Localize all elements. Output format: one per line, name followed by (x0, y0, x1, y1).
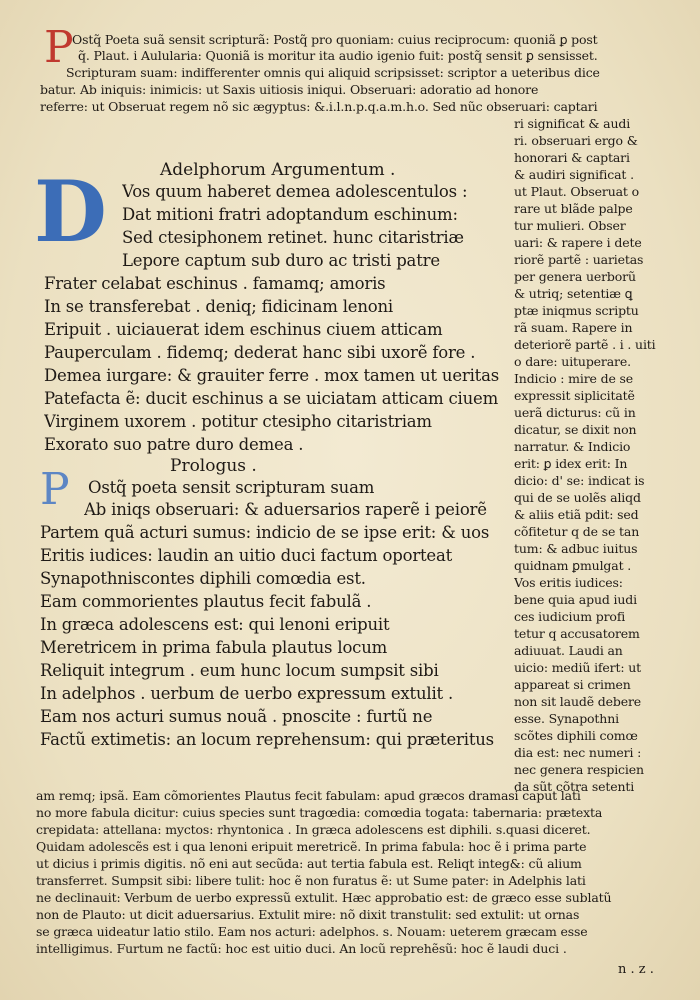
margin-line: rã suam. Rapere in (514, 320, 633, 335)
commentary-line: q̃. Plaut. i Aulularia: Quoniã is moritur ita audio igenio fuit: postq̃ sensit ꝑ sensisset. (78, 48, 598, 63)
margin-line: cõfitetur q de se tan (514, 524, 640, 539)
margin-line: dicio: d' se: indicat is (514, 473, 645, 488)
verse-line: Eripuit . uiciauerat idem eschinus ciuem atticam (44, 320, 443, 339)
margin-line: tetur q accusatorem (514, 626, 640, 641)
margin-line: & utriq; setentiæ ꝗ (514, 286, 633, 301)
verse-line: Virginem uxorem . potitur ctesipho citaristriam (44, 412, 432, 431)
verse-line: Partem quã acturi sumus: indicio de se ipse erit: & uos (40, 523, 490, 542)
margin-line: deteriorẽ partẽ . i . uiti (514, 337, 656, 352)
verse-line: Sed ctesiphonem retinet. hunc citaristriæ (122, 228, 464, 247)
margin-line: erit: ꝑ idex erit: In (514, 456, 628, 471)
margin-line: expressit siplicitatẽ (514, 388, 635, 403)
verse-line: Dat mitioni fratri adoptandum eschinum: (122, 205, 458, 224)
verse-line: Reliquit integrum . eum hunc locum sumpsit sibi (40, 661, 439, 680)
verse-line: In adelphos . uerbum de uerbo expressum extulit . (40, 684, 454, 703)
verse-line: Eam commorientes plautus fecit fabulã . (40, 592, 372, 611)
commentary-line: Scripturam suam: indifferenter omnis qui aliquid scripsisset: scriptor a ueteribus dice (66, 65, 600, 80)
margin-line: dia est: nec numeri : (514, 745, 642, 760)
verse-line: Ab iniqs obseruari: & aduersarios raperẽ i peiorẽ (84, 500, 487, 519)
commentary-line: Quidam adolescẽs est i qua lenoni eripuit meretricẽ. In prima fabula: hoc ẽ i prima parte (36, 839, 587, 854)
margin-line: & aliis etiã pdit: sed (514, 507, 639, 522)
margin-line: Vos eritis iudices: (514, 575, 623, 590)
commentary-line: batur. Ab iniquis: inimicis: ut Saxis uitiosis iniqui. Obseruari: adoratio ad honore (40, 82, 539, 97)
margin-line: appareat si crimen (514, 677, 631, 692)
verse-line: Ostq̃ poeta sensit scripturam suam (88, 478, 375, 497)
verse-line: Pauperculam . fidemq; dederat hanc sibi uxorẽ fore . (44, 343, 476, 362)
commentary-line: Ostq̃ Poeta suã sensit scripturã: Postq̃ pro quoniam: cuius reciprocum: quoniã ꝑ post (72, 32, 598, 47)
margin-line: ri significat & audi (514, 116, 631, 131)
verse-line: Vos quum haberet demea adolescentulos : (122, 182, 468, 201)
margin-line: o dare: uituperare. (514, 354, 631, 369)
margin-line: Indicio : mire de se (514, 371, 634, 386)
margin-line: quidnam ꝑmulgat . (514, 558, 632, 573)
margin-line: uerã dicturus: cũ in (514, 405, 636, 420)
verse-line: Demea iurgare: & grauiter ferre . mox tamen ut ueritas (44, 366, 500, 385)
margin-line: tur mulieri. Obser (514, 218, 626, 233)
margin-line: ri. obseruari ergo & (514, 133, 638, 148)
margin-line: & audiri significat . (514, 167, 634, 182)
margin-line: ptæ iniqmus scriptu (514, 303, 639, 318)
prologus-title: Prologus . (170, 456, 257, 476)
verse-line: Lepore captum sub duro ac tristi patre (122, 251, 440, 270)
margin-line: riorẽ partẽ : uarietas (514, 252, 644, 267)
blue-initial-p: P (40, 464, 70, 515)
margin-line: rare ut blãde palpe (514, 201, 633, 216)
margin-line: da sũt cõtra setenti (514, 779, 635, 794)
verse-line: In se transferebat . deniq; fidicinam lenoni (44, 297, 394, 316)
commentary-line: transferret. Sumpsit sibi: libere tulit: hoc ẽ non furatus ẽ: ut Sume pater: in Adelphis lati (36, 873, 586, 888)
verse-line: Patefacta ẽ: ducit eschinus a se uiciatam atticam ciuem (44, 389, 499, 408)
margin-line: uari: & rapere i dete (514, 235, 642, 250)
blue-initial-d: D (34, 162, 107, 261)
margin-line: dicatur, se dixit non (514, 422, 637, 437)
margin-line: adiuuat. Laudi an (514, 643, 623, 658)
commentary-line: se græca uideatur latio stilo. Eam nos acturi: adelphos. s. Nouam: ueterem græcam esse (36, 924, 588, 939)
signature-mark: n . z . (618, 962, 654, 977)
margin-line: esse. Synapothni (514, 711, 619, 726)
commentary-line: no more fabula dicitur: cuius species sunt tragœdia: comœdia togata: tabernaria: prætexta (36, 805, 603, 820)
margin-line: tum: & adbuc iuitus (514, 541, 638, 556)
commentary-line: intelligimus. Furtum ne factũ: hoc est uitio duci. An locũ reprehẽsũ: hoc ẽ laudi duci . (36, 941, 567, 956)
commentary-line: non de Plauto: ut dicit aduersarius. Extulit mire: nõ dixit transtulit: sed extulit: ut ornas (36, 907, 580, 922)
commentary-line: ne declinauit: Verbum de uerbo expressũ extulit. Hæc approbatio est: de græco esse sublatũ (36, 890, 612, 905)
margin-line: non sit laudẽ debere (514, 694, 642, 709)
margin-line: qui de se uolẽs aliqd (514, 490, 641, 505)
margin-line: bene quia apud iudi (514, 592, 637, 607)
verse-line: Eritis iudices: laudin an uitio duci factum oporteat (40, 546, 453, 565)
verse-line: Meretricem in prima fabula plautus locum (40, 638, 388, 657)
verse-line: In græca adolescens est: qui lenoni eripuit (40, 615, 390, 634)
margin-line: ces iudicium profi (514, 609, 626, 624)
margin-line: uicio: mediũ ifert: ut (514, 660, 642, 675)
verse-line: Factũ extimetis: an locum reprehensum: qui præteritus (40, 730, 494, 749)
commentary-line: ut dicius i primis digitis. nõ eni aut secũda: aut tertia fabula est. Reliqt integ&: cũ alium (36, 856, 582, 871)
red-initial-p: P (44, 22, 74, 73)
margin-line: narratur. & Indicio (514, 439, 631, 454)
verse-line: Eam nos acturi sumus nouã . pnoscite : furtũ ne (40, 707, 433, 726)
margin-line: nec genera respicien (514, 762, 644, 777)
verse-line: Frater celabat eschinus . famamq; amoris (44, 274, 386, 293)
margin-line: honorari & captari (514, 150, 630, 165)
commentary-line: referre: ut Obseruat regem nõ sic ægyptus: &.i.l.n.p.q.a.m.h.o. Sed nũc obseruari: captari (40, 99, 598, 114)
margin-line: per genera uerborũ (514, 269, 636, 284)
argument-title: Adelphorum Argumentum . (160, 160, 396, 180)
margin-line: scõtes diphili comœ (514, 728, 638, 743)
verse-line: Exorato suo patre duro demea . (44, 435, 304, 454)
margin-line: ut Plaut. Obseruat o (514, 184, 639, 199)
commentary-line: crepidata: attellana: myctos: rhyntonica . In græca adolescens est diphili. s.quasi diceret. (36, 822, 591, 837)
commentary-line: am remq; ipsã. Eam cõmorientes Plautus fecit fabulam: apud græcos dramasi caput lati (36, 788, 581, 803)
verse-line: Synapothniscontes diphili comœdia est. (40, 569, 366, 588)
